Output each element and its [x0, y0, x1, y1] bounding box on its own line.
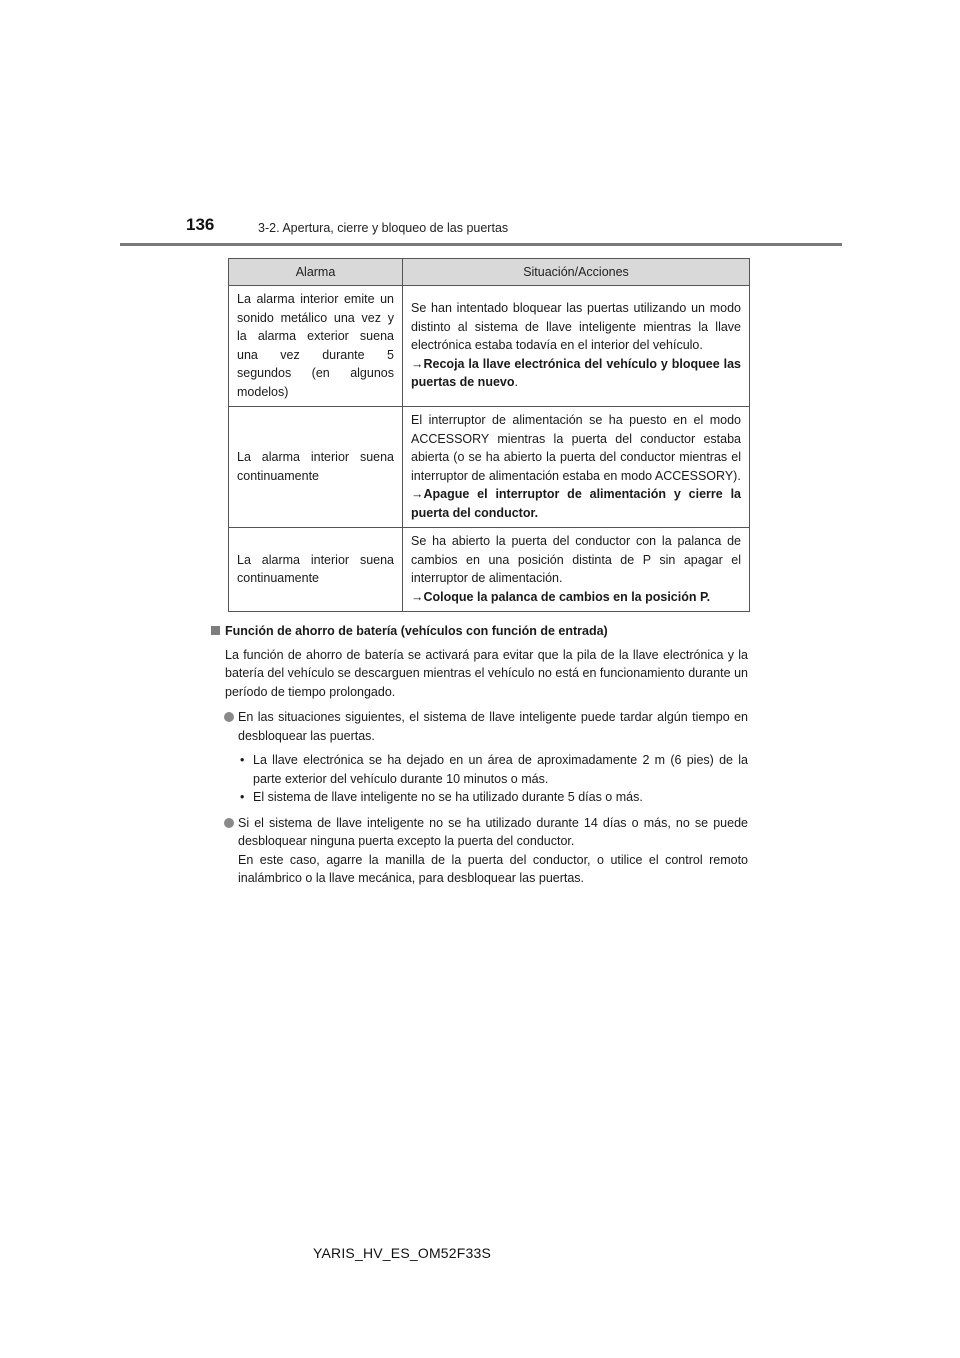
situation-cell — [403, 407, 750, 528]
sub-list-item — [210, 788, 748, 807]
alarm-table — [228, 258, 750, 612]
bullet-text: En las situaciones siguientes, el sistema de llave inteligente puede tardar algún tiempo en desbloquear las puertas. — [238, 710, 748, 743]
page-number: 136 — [186, 215, 215, 234]
situation-cell — [403, 286, 750, 407]
bullet-text: Si el sistema de llave inteligente no se ha utilizado durante 14 días o más, no se puede desbloquear ninguna puerta excepto la puerta del conductor. — [238, 815, 748, 848]
sub-item-text: El sistema de llave inteligente no se ha utilizado durante 5 días o más. — [253, 790, 643, 804]
action-suffix: . — [514, 375, 518, 390]
alarm-cell: La alarma interior suena continuamente — [229, 528, 403, 612]
table-row — [229, 286, 750, 407]
dot-bullet-icon: • — [240, 790, 245, 804]
situation-cell — [403, 528, 750, 612]
arrow-icon: → — [411, 487, 424, 501]
header-alarma: Alarma — [229, 259, 403, 286]
table-header-row — [229, 259, 750, 286]
table-row — [229, 407, 750, 528]
situation-text: Se ha abierto la puerta del conductor con la palanca de cambios en una posición distinta de P sin apagar el interruptor de alimentación. — [411, 534, 741, 585]
sub-list-item — [210, 751, 748, 788]
section-title: 3-2. Apertura, cierre y bloqueo de las puertas — [258, 221, 509, 235]
action-text: Apague el interruptor de alimentación y cierre la puerta del conductor. — [411, 487, 741, 520]
list-item — [210, 814, 748, 888]
square-bullet-icon — [211, 626, 220, 635]
bullet-text-continued: En este caso, agarre la manilla de la puerta del conductor, o utilice el control remoto inalámbrico o la llave mecánica, para desbloquear las puertas. — [238, 852, 748, 885]
action-text: Recoja la llave electrónica del vehículo y bloquee las puertas de nuevo — [411, 356, 741, 390]
alarm-cell: La alarma interior suena continuamente — [229, 407, 403, 528]
list-item — [210, 708, 748, 745]
arrow-icon: → — [411, 356, 424, 371]
arrow-icon: → — [411, 589, 424, 604]
battery-saver-section — [210, 622, 748, 888]
header-situacion-acciones: Situación/Acciones — [403, 259, 750, 286]
table-row — [229, 528, 750, 612]
section-heading — [210, 622, 748, 641]
circle-bullet-icon — [224, 818, 234, 828]
circle-bullet-icon — [224, 712, 234, 722]
situation-text: Se han intentado bloquear las puertas utilizando un modo distinto al sistema de llave inteligente mientras la llave electrónica estaba todavía en el interior del vehículo. — [411, 301, 741, 353]
alarm-cell: La alarma interior emite un sonido metálico una vez y la alarma exterior suena una vez durante 5 segundos (en algunos modelos) — [229, 286, 403, 407]
action-text: Coloque la palanca de cambios en la posición P. — [423, 589, 711, 604]
dot-bullet-icon: • — [240, 753, 245, 767]
intro-paragraph: La función de ahorro de batería se activará para evitar que la pila de la llave electrónica y la batería del vehículo se descarguen mientras el vehículo no está en funcionamiento durante un período de tiempo prolongado. — [225, 647, 748, 699]
sub-item-text: La llave electrónica se ha dejado en un área de aproximadamente 2 m (6 pies) de la parte exterior del vehículo durante 10 minutos o más. — [253, 753, 748, 786]
situation-text: El interruptor de alimentación se ha puesto en el modo ACCESSORY mientras la puerta del conductor estaba abierta (o se ha abierto la puerta del conductor mientras el interruptor de alimentación estaba en modo ACCESSORY). — [411, 413, 741, 483]
footer-doc-code: YARIS_HV_ES_OM52F33S — [313, 1245, 492, 1261]
heading-text: Función de ahorro de batería (vehículos con función de entrada) — [225, 624, 608, 638]
header-rule — [120, 243, 842, 246]
